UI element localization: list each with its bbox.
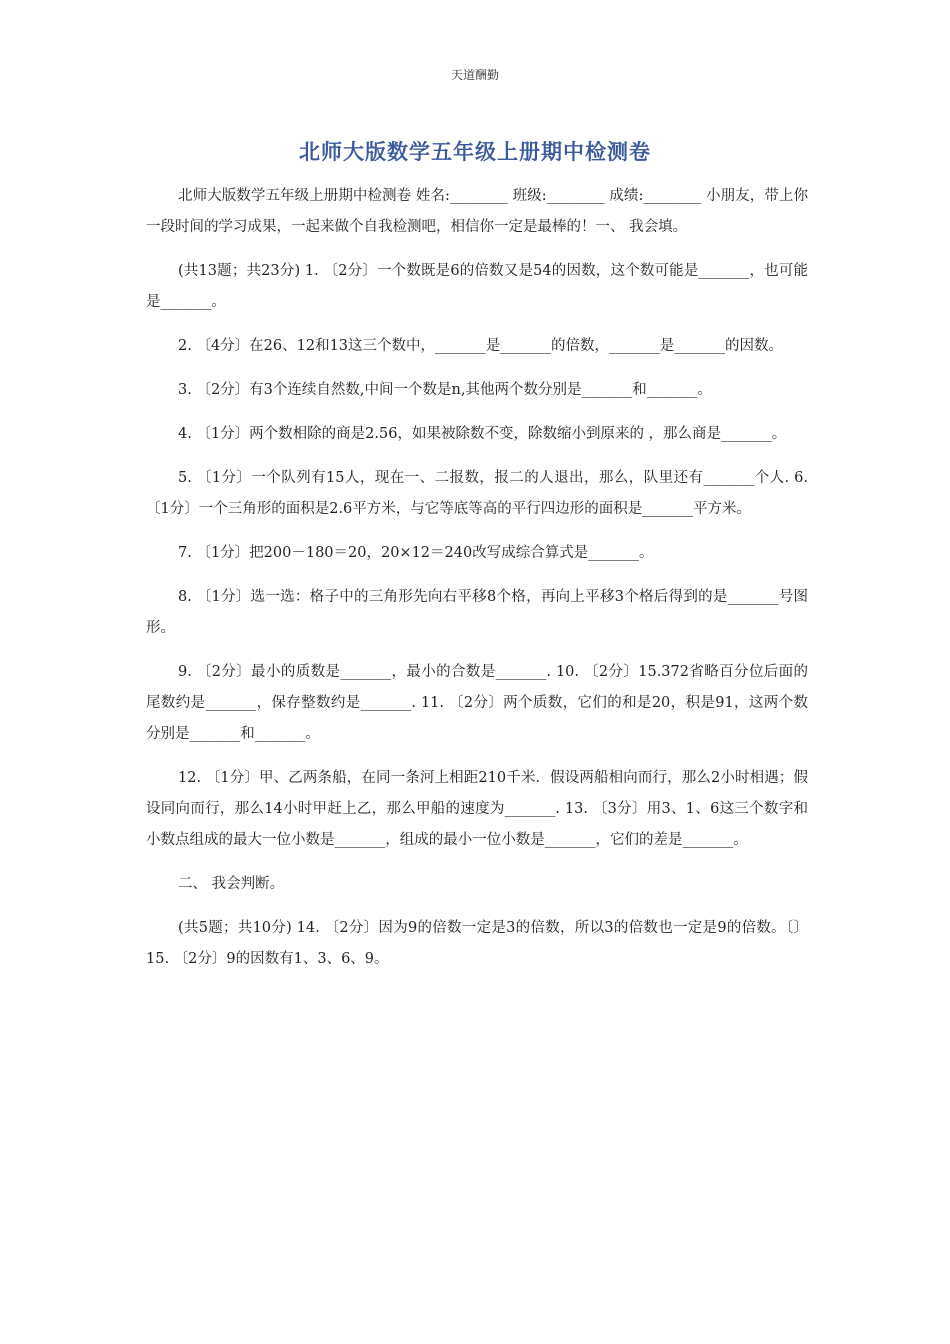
page-header: 天道酬勤 [450, 68, 499, 82]
question-8: 8. 〔1分〕选一选：格子中的三角形先向右平移8个格，再向上平移3个格后得到的是_______号图形。 [146, 589, 808, 636]
question-14-15: (共5题；共10分) 14. 〔2分〕因为9的倍数一定是3的倍数，所以3的倍数也一定是9的倍数。〔〕 15. 〔2分〕9的因数有1、3、6、9。 [146, 920, 808, 967]
question-4: 4. 〔1分〕两个数相除的商是2.56，如果被除数不变，除数缩小到原来的 ，那么商是_______。 [178, 426, 787, 442]
question-9-11: 9. 〔2分〕最小的质数是_______，最小的合数是_______. 10. 〔2分〕15.372省略百分位后面的尾数约是_______，保存整数约是_______. 11. 〔2分〕两个质数，它们的和是20，积是91，这两个数分别是_______和_______。 [146, 664, 808, 742]
question-1: (共13题；共23分) 1. 〔2分〕一个数既是6的倍数又是54的因数，这个数可能是_______，也可能是_______。 [146, 263, 808, 310]
intro-paragraph: 北师大版数学五年级上册期中检测卷 姓名:________ 班级:________ 成绩:________ 小朋友，带上你一段时间的学习成果，一起来做个自我检测吧，相信你一定是最棒的！一、 我会填。 [146, 188, 808, 235]
question-5-6: 5. 〔1分〕一个队列有15人，现在一、二报数，报二的人退出，那么，队里还有_______个人. 6. 〔1分〕一个三角形的面积是2.6平方米，与它等底等高的平行四边形的面积是_______平方米。 [146, 470, 808, 517]
question-7: 7. 〔1分〕把200－180＝20，20×12＝240改写成综合算式是_______。 [178, 545, 654, 561]
question-12-13: 12. 〔1分〕甲、乙两条船，在同一条河上相距210千米．假设两船相向而行，那么2小时相遇；假设同向而行，那么14小时甲赶上乙，那么甲船的速度为_______. 13. 〔3分〕用3、1、6这三个数字和小数点组成的最大一位小数是_______，组成的最小一位小数是_______，它们的差是_______。 [146, 770, 808, 848]
document-body [146, 181, 808, 988]
question-2: 2. 〔4分〕在26、12和13这三个数中，_______是_______的倍数，_______是_______的因数。 [178, 338, 784, 354]
question-3: 3. 〔2分〕有3个连续自然数,中间一个数是n,其他两个数分别是_______和_______。 [178, 382, 712, 398]
section-2-heading: 二、 我会判断。 [178, 876, 285, 892]
page-title: 北师大版数学五年级上册期中检测卷 [299, 140, 651, 164]
